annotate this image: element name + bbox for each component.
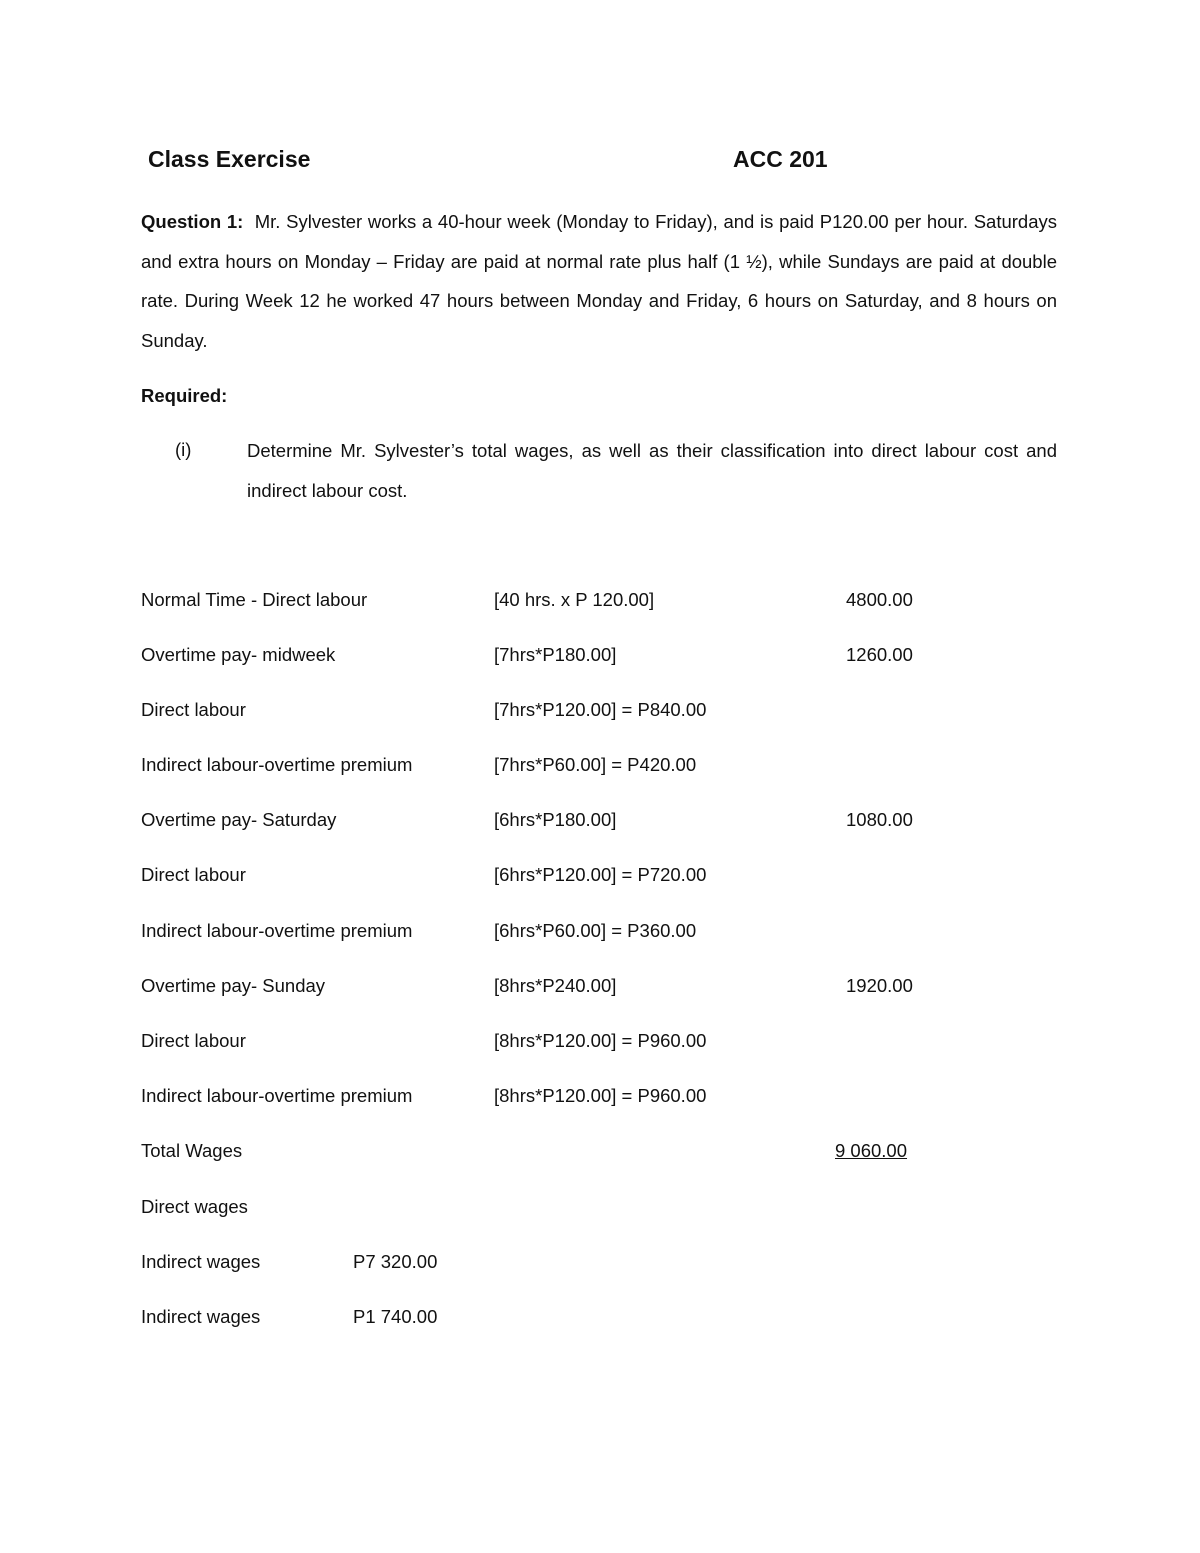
row-label: Direct labour bbox=[141, 864, 246, 885]
row-amount: 4800.00 bbox=[846, 589, 913, 610]
row-calculation: [8hrs*P120.00] = P960.00 bbox=[494, 1085, 707, 1106]
row-label: Normal Time - Direct labour bbox=[141, 589, 368, 610]
row-label: Overtime pay- midweek bbox=[141, 644, 336, 665]
document-title: Class Exercise bbox=[148, 146, 311, 172]
indirect-wages-label: Indirect wages bbox=[141, 1306, 261, 1327]
total-wages-label: Total Wages bbox=[141, 1140, 243, 1161]
row-amount: 1080.00 bbox=[846, 809, 913, 830]
item-number: (i) bbox=[175, 439, 192, 460]
course-code: ACC 201 bbox=[733, 146, 828, 172]
row-label: Direct labour bbox=[141, 1030, 246, 1051]
question-label: Question 1: bbox=[141, 211, 244, 232]
total-wages-row bbox=[0, 1140, 1200, 1166]
row-label: Direct labour bbox=[141, 699, 246, 720]
row-calculation: [6hrs*P120.00] = P720.00 bbox=[494, 864, 707, 885]
total-wages-amount: 9 060.00 bbox=[835, 1140, 908, 1161]
required-heading: Required: bbox=[141, 385, 228, 406]
row-calculation: [7hrs*P60.00] = P420.00 bbox=[494, 754, 697, 775]
table-row bbox=[0, 699, 1200, 725]
table-row bbox=[0, 1030, 1200, 1056]
row-label: Overtime pay- Saturday bbox=[141, 809, 337, 830]
row-calculation: [8hrs*P120.00] = P960.00 bbox=[494, 1030, 707, 1051]
table-row bbox=[0, 809, 1200, 835]
indirect-wages-row bbox=[0, 1306, 1200, 1332]
table-row bbox=[0, 589, 1200, 615]
question-text: Mr. Sylvester works a 40-hour week (Monday to Friday), and is paid P120.00 per hour. Saturdays and extra hours on Monday – Friday are paid at normal rate plus half (1 ½), while Sundays are paid at double rate. During Week 12 he worked 47 hours between Monday and Friday, 6 hours on Saturday, and 8 hours on Sunday. bbox=[141, 211, 1057, 351]
row-label: Indirect labour-overtime premium bbox=[141, 920, 413, 941]
row-calculation: [6hrs*P180.00] bbox=[494, 809, 617, 830]
item-text: Determine Mr. Sylvester’s total wages, as well as their classification into direct labour cost and indirect labour cost. bbox=[247, 440, 1057, 501]
table-row bbox=[0, 864, 1200, 890]
row-calculation: [6hrs*P60.00] = P360.00 bbox=[494, 920, 697, 941]
row-calculation: [8hrs*P240.00] bbox=[494, 975, 617, 996]
table-row bbox=[0, 1085, 1200, 1111]
row-label: Indirect labour-overtime premium bbox=[141, 1085, 413, 1106]
row-label: Indirect labour-overtime premium bbox=[141, 754, 413, 775]
indirect-wages-amount: P1 740.00 bbox=[353, 1306, 438, 1327]
indirect-wages-label: Indirect wages bbox=[141, 1251, 261, 1272]
direct-wages-label: Direct wages bbox=[141, 1196, 248, 1217]
row-label: Overtime pay- Sunday bbox=[141, 975, 326, 996]
question-paragraph bbox=[141, 202, 1057, 360]
table-row bbox=[0, 975, 1200, 1001]
row-amount: 1920.00 bbox=[846, 975, 913, 996]
row-calculation: [7hrs*P180.00] bbox=[494, 644, 617, 665]
indirect-wages-row bbox=[0, 1251, 1200, 1277]
row-calculation: [40 hrs. x P 120.00] bbox=[494, 589, 655, 610]
table-row bbox=[0, 920, 1200, 946]
row-amount: 1260.00 bbox=[846, 644, 913, 665]
row-calculation: [7hrs*P120.00] = P840.00 bbox=[494, 699, 707, 720]
indirect-wages-amount: P7 320.00 bbox=[353, 1251, 438, 1272]
table-row bbox=[0, 644, 1200, 670]
direct-wages-row bbox=[0, 1196, 1200, 1222]
table-row bbox=[0, 754, 1200, 780]
